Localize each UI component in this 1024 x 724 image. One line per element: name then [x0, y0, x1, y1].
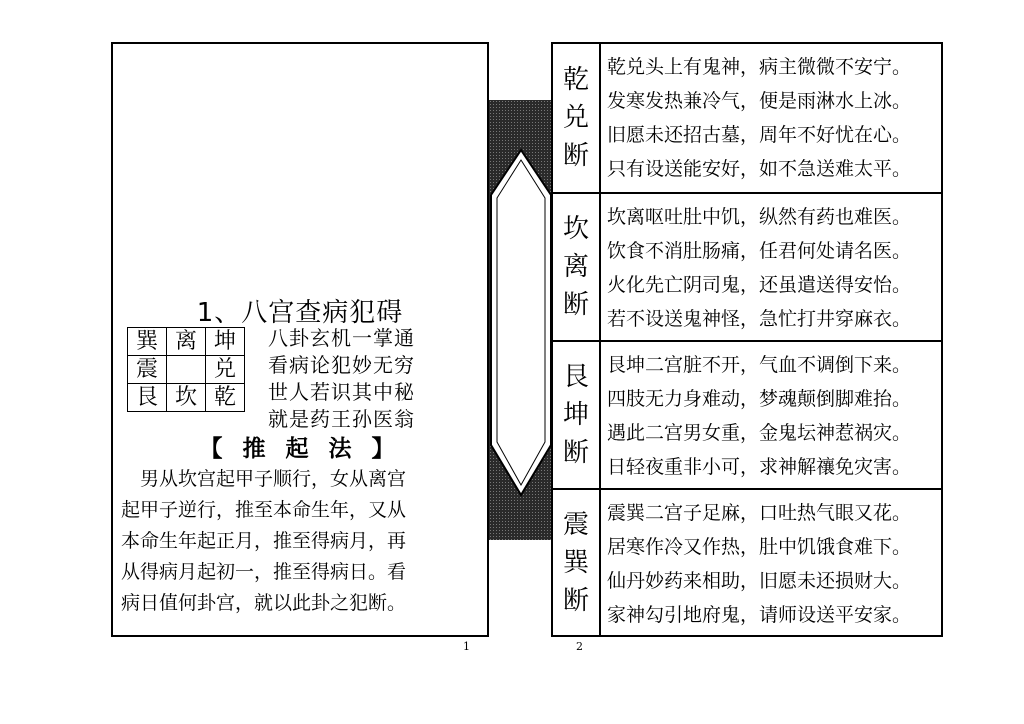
page-title: 1、八宫查病犯碍 — [196, 298, 404, 328]
method-line: 病日值何卦宫，就以此卦之犯断。 — [121, 592, 407, 614]
right-page — [551, 42, 943, 637]
poem-line: 看病论犯妙无穷 — [268, 353, 415, 377]
verse-line: 若不设送鬼神怪，急忙打井穿麻衣。 — [607, 308, 912, 330]
trigram-cell: 艮 — [128, 384, 167, 412]
verse-line: 饮食不消肚肠痛，任君何处请名医。 — [607, 240, 912, 262]
section-kan-li — [553, 192, 941, 340]
verse-line: 乾兑头上有鬼神，病主微微不安宁。 — [607, 56, 912, 78]
page-number-right: 2 — [576, 640, 583, 653]
trigram-cell: 兑 — [206, 356, 245, 384]
section-label — [553, 490, 601, 635]
verse-line: 坎离呕吐肚中饥，纵然有药也难医。 — [607, 206, 912, 228]
method-line: 从得病月起初一，推至得病日。看 — [121, 561, 407, 583]
method-line: 起甲子逆行，推至本命生年，又从 — [121, 499, 407, 521]
section-lines — [607, 496, 911, 632]
section-lines — [607, 348, 911, 484]
label-char: 震 — [562, 509, 589, 540]
verse-line: 火化先亡阴司鬼，还虽遣送得安怡。 — [607, 274, 912, 296]
verse-line: 旧愿未还招古墓，周年不好忧在心。 — [607, 124, 912, 146]
section-label — [553, 342, 601, 488]
verse-line: 艮坤二宫脏不开，气血不调倒下来。 — [607, 354, 912, 376]
book-binding — [489, 100, 553, 540]
poem — [268, 325, 415, 433]
verse-line: 只有设送能安好，如不急送难太平。 — [607, 158, 912, 180]
verse-line: 发寒发热兼冷气，便是雨淋水上冰。 — [607, 90, 912, 112]
section-lines — [607, 200, 911, 336]
label-char: 断 — [562, 585, 589, 616]
method-line: 男从坎宫起甲子顺行，女从离宫 — [121, 468, 407, 490]
trigram-cell: 巽 — [128, 328, 167, 356]
label-char: 巽 — [562, 547, 589, 578]
section-zhen-xun — [553, 488, 941, 635]
left-page — [111, 42, 489, 637]
section-gen-kun — [553, 340, 941, 488]
section-lines — [607, 50, 911, 186]
verse-line: 家神勾引地府鬼，请师设送平安家。 — [607, 604, 912, 626]
poem-line: 八卦玄机一掌通 — [268, 326, 415, 350]
label-char: 兑 — [562, 103, 589, 133]
section-label — [553, 194, 601, 340]
poem-line: 就是药王孙医翁 — [268, 407, 415, 431]
trigram-cell: 乾 — [206, 384, 245, 412]
verse-line: 震巽二宫子足麻，口吐热气眼又花。 — [607, 502, 912, 524]
verse-line: 仙丹妙药来相助，旧愿未还损财大。 — [607, 570, 912, 592]
section-qian-dui — [553, 44, 941, 192]
method-text — [121, 464, 483, 619]
label-char: 坤 — [562, 400, 589, 430]
trigram-cell — [167, 356, 206, 384]
method-line: 本命生年起正月，推至得病月，再 — [121, 530, 407, 552]
label-char: 艮 — [562, 362, 589, 392]
trigram-cell: 离 — [167, 328, 206, 356]
page-number-left: 1 — [463, 640, 470, 653]
trigram-cell: 坎 — [167, 384, 206, 412]
verse-line: 居寒作冷又作热，肚中饥饿食难下。 — [607, 536, 912, 558]
verse-line: 日轻夜重非小可，求神解禳免灾害。 — [607, 456, 912, 478]
label-char: 断 — [562, 290, 589, 320]
verse-line: 四肢无力身难动，梦魂颠倒脚难抬。 — [607, 388, 912, 410]
trigram-grid — [127, 327, 245, 412]
label-char: 坎 — [562, 214, 589, 244]
binding-graphic — [489, 100, 553, 540]
trigram-cell: 坤 — [206, 328, 245, 356]
verse-line: 遇此二宫男女重，金鬼坛神惹祸灾。 — [607, 422, 912, 444]
poem-line: 世人若识其中秘 — [268, 380, 415, 404]
label-char: 乾 — [562, 65, 589, 95]
trigram-cell: 震 — [128, 356, 167, 384]
section-label — [553, 44, 601, 192]
label-char: 断 — [562, 141, 589, 171]
label-char: 断 — [562, 438, 589, 468]
label-char: 离 — [562, 252, 589, 282]
method-title: 【 推 起 法 】 — [199, 436, 401, 462]
